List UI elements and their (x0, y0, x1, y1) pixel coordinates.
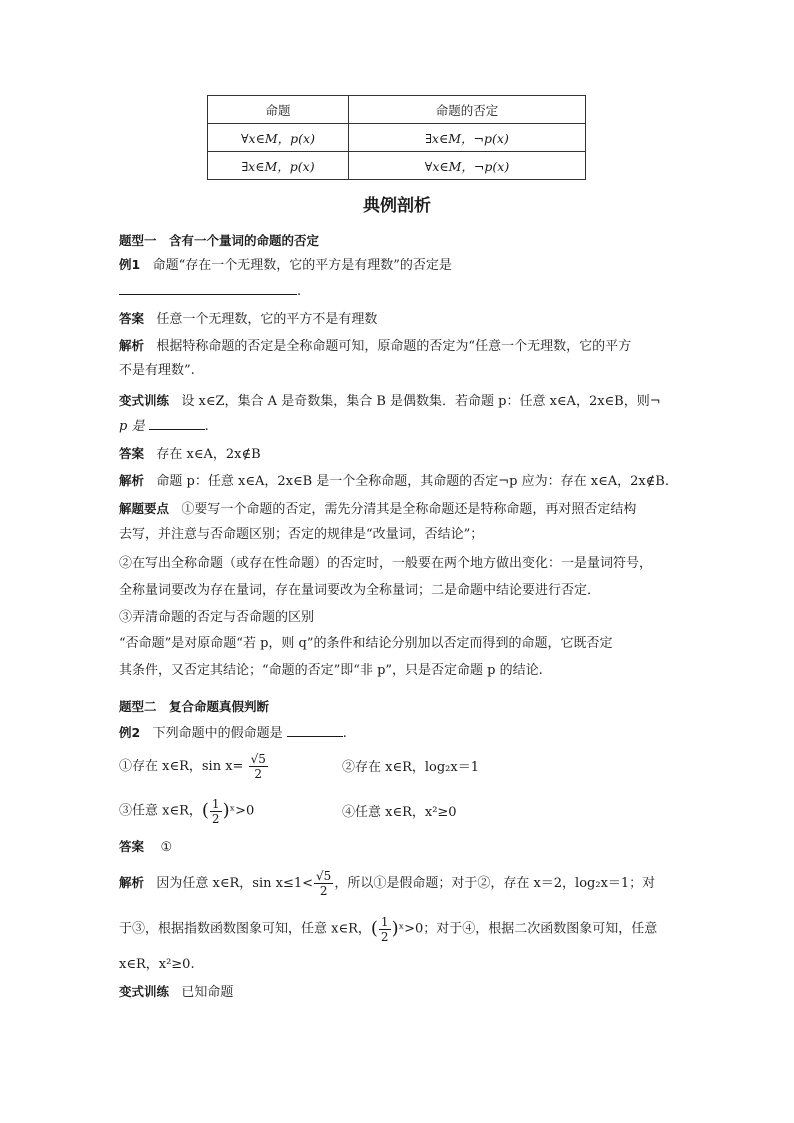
example1-answer-blank: . (119, 282, 301, 301)
answer-text: 任意一个无理数，它的平方不是有理数 (156, 312, 378, 327)
answer-label: 答案 (119, 446, 145, 461)
answer2 (119, 445, 261, 464)
key-points-line6: “否命题”是对原命题“若 p，则 q”的条件和结论分别加以否定而得到的命题，它既否定 (119, 636, 613, 651)
key-points-text: ①要写一个命题的否定，需先分清其是全称命题还是特称命题，再对照否定结构 (181, 502, 637, 517)
analysis-text: ˣ>0；对于④，根据二次函数图象可知，任意 (398, 921, 658, 937)
fraction-numerator: 1 (380, 914, 389, 929)
analysis-label: 解析 (119, 473, 145, 488)
table-header-row (208, 96, 586, 124)
variant-label: 变式训练 (119, 984, 170, 999)
option-3-text: ③任意 x∈R， (119, 803, 202, 819)
variant-text: p 是 (119, 419, 145, 434)
key-points-line1 (119, 500, 636, 519)
section-title: 典例剖析 (363, 196, 431, 216)
key-points-line2: 去写，并注意与否命题区别；否定的规律是“改量词，否结论”； (119, 527, 484, 542)
fraction-numerator: √5 (250, 752, 266, 766)
variant-text: 已知命题 (181, 985, 234, 1000)
answer-blank-line (287, 724, 343, 737)
fraction-numerator: 1 (211, 796, 220, 811)
answer3 (119, 838, 172, 857)
answer-text: ① (160, 840, 173, 855)
table-row (208, 124, 586, 152)
analysis-text: ，所以①是假命题；对于②，存在 x＝2，log₂x＝1；对 (334, 876, 656, 891)
answer-label: 答案 (119, 311, 145, 326)
key-points-line7: 其条件，又否定其结论；“命题的否定”即“非 p”，只是否定命题 p 的结论. (119, 663, 543, 678)
key-points-line5: ③弄清命题的否定与否命题的区别 (119, 610, 315, 625)
answer-blank-line (119, 282, 297, 295)
table-cell: ∀x∈M，¬p(x) (349, 152, 586, 180)
table-cell: ∃x∈M，p(x) (208, 152, 349, 180)
analysis3-line2: 于③，根据指数函数图象可知，任意 x∈R，( $\frac{1}{2}$ )ˣ>0；对于④，根据二次函数图象可知，任意 (119, 914, 658, 944)
option-3-exponent: ˣ>0 (229, 803, 255, 819)
key-points-line3: ②在写出全称命题（或存在性命题）的否定时，一般要在两个地方做出变化：一是量词符号， (119, 556, 653, 571)
option-2: ②存在 x∈R，log₂x＝1 (342, 760, 479, 775)
sqrt5-over-2-fraction (314, 869, 333, 898)
half-fraction (210, 797, 222, 826)
example1-text: 命题“存在一个无理数，它的平方是有理数”的否定是 (152, 258, 452, 273)
analysis1-line1 (119, 337, 631, 356)
analysis-text: 命题 p：任意 x∈A，2x∈B 是一个全称命题，其命题的否定¬p 应为：存在 x∈A，2x∉B. (156, 474, 669, 489)
sqrt5-over-2-fraction (249, 752, 268, 781)
analysis1-line2: 不是有理数”. (119, 363, 195, 378)
half-fraction (379, 915, 391, 944)
negation-table (207, 95, 586, 180)
option-4: ④任意 x∈R，x²≥0 (342, 805, 457, 820)
analysis2 (119, 472, 669, 491)
fraction-denominator: 2 (319, 884, 328, 898)
option-3: ③任意 x∈R，( $\frac{1}{2}$ )ˣ>0 (119, 796, 255, 826)
fraction-denominator: 2 (380, 929, 389, 944)
answer-label: 答案 (119, 839, 145, 854)
fraction-numerator: √5 (316, 869, 332, 883)
example2-label: 例2 (119, 725, 141, 740)
analysis-label: 解析 (119, 875, 145, 890)
analysis-label: 解析 (119, 338, 145, 353)
fraction-denominator: 2 (211, 811, 220, 826)
variant2 (119, 983, 233, 1002)
variant-label: 变式训练 (119, 393, 170, 408)
analysis3-line1 (119, 868, 655, 899)
table-cell: ∃x∈M，¬p(x) (349, 124, 586, 152)
answer1 (119, 310, 377, 329)
analysis-text: 根据特称命题的否定是全称命题可知，原命题的否定为“任意一个无理数，它的平方 (156, 339, 632, 354)
example1-label: 例1 (119, 257, 141, 272)
key-points-label: 解题要点 (119, 501, 170, 516)
key-points-line4: 全称量词要改为存在量词，存在量词要改为全称量词；二是命题中结论要进行否定． (119, 583, 601, 598)
example2: 例2 下列命题中的假命题是 . (119, 725, 347, 741)
table-header-cell: 命题 (208, 96, 349, 124)
variant1-line2: p 是 . (119, 419, 209, 434)
type2-title: 题型二 复合命题真假判断 (119, 699, 270, 714)
fraction-denominator: 2 (254, 767, 263, 781)
variant-text: 设 x∈Z，集合 A 是奇数集，集合 B 是偶数集．若命题 p：任意 x∈A，2x∈B，则¬ (181, 394, 661, 409)
table-row (208, 152, 586, 180)
table-header-cell: 命题的否定 (349, 96, 586, 124)
variant1-line1 (119, 392, 661, 411)
analysis-text: 于③，根据指数函数图象可知，任意 x∈R， (119, 921, 371, 937)
analysis-text: 因为任意 x∈R，sin x≤1< (156, 876, 314, 891)
answer-text: 存在 x∈A，2x∉B (156, 447, 261, 462)
option-1 (119, 752, 269, 782)
type1-title: 题型一 含有一个量词的命题的否定 (119, 233, 320, 248)
example1 (119, 256, 452, 275)
analysis3-line3: x∈R，x²≥0. (119, 957, 195, 972)
option-1-text: ①存在 x∈R，sin x= (119, 759, 244, 774)
example2-text: 下列命题中的假命题是 (152, 726, 283, 741)
answer-blank-line (149, 417, 205, 430)
table-cell: ∀x∈M，p(x) (208, 124, 349, 152)
